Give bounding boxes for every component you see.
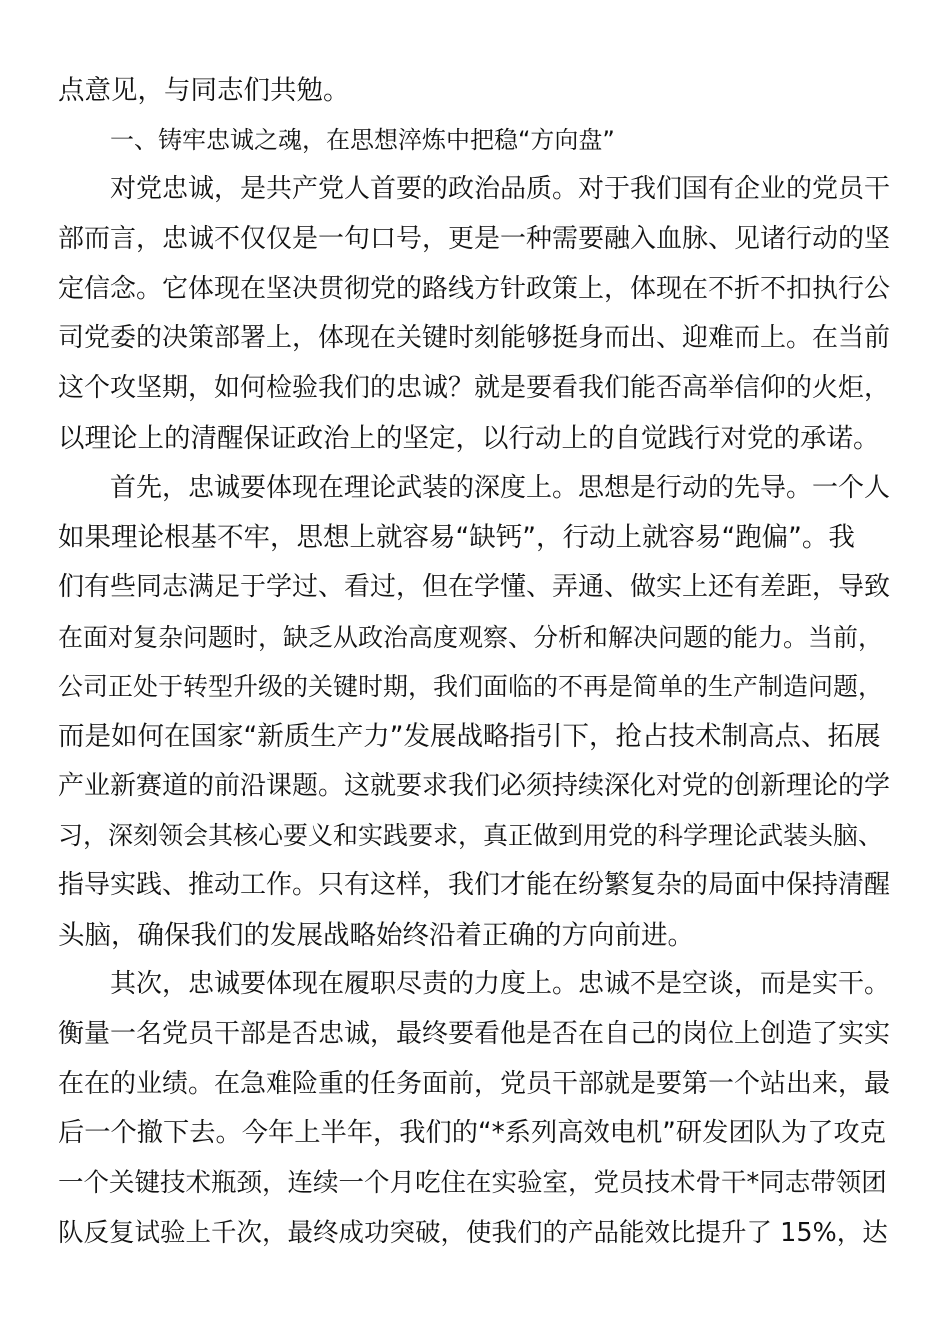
text-line: 习，深刻领会其核心要义和实践要求，真正做到用党的科学理论武装头脑、 [58, 821, 884, 851]
text-line: 指导实践、推动工作。只有这样，我们才能在纷繁复杂的局面中保持清醒 [58, 870, 891, 900]
text-line: 司党委的决策部署上，体现在关键时刻能够挺身而出、迎难而上。在当前 [58, 323, 891, 354]
text-line: 队反复试验上千次，最终成功突破，使我们的产品能效比提升了 15%，达 [58, 1217, 888, 1248]
text-line: 定信念。它体现在坚决贯彻党的路线方针政策上，体现在不折不扣执行公 [58, 273, 891, 304]
text-line: 如果理论根基不牢，思想上就容易“缺钙”，行动上就容易“跑偏”。我 [58, 522, 855, 554]
text-line: 在在的业绩。在急难险重的任务面前，党员干部就是要第一个站出来，最 [58, 1068, 891, 1099]
text-line: 部而言，忠诚不仅仅是一句口号，更是一种需要融入血脉、见诸行动的坚 [58, 224, 891, 255]
paragraph-first-line: 对党忠诚，是共产党人首要的政治品质。对于我们国有企业的党员干 [110, 174, 891, 205]
text-line: 后一个撤下去。今年上半年，我们的“*系列高效电机”研发团队为了攻克 [58, 1118, 886, 1149]
text-line: 点意见，与同志们共勉。 [58, 75, 350, 106]
text-line: 以理论上的清醒保证政治上的坚定，以行动上的自觉践行对党的承诺。 [58, 422, 880, 454]
section-heading: 一、铸牢忠诚之魂，在思想淬炼中把稳“方向盘” [110, 125, 615, 154]
text-line: 产业新赛道的前沿课题。这就要求我们必须持续深化对党的创新理论的学 [58, 770, 891, 801]
text-line: 公司正处于转型升级的关键时期，我们面临的不再是简单的生产制造问题， [58, 672, 884, 702]
text-line: 在面对复杂问题时，缺乏从政治高度观察、分析和解决问题的能力。当前， [58, 622, 884, 652]
text-line: 们有些同志满足于学过、看过，但在学懂、弄通、做实上还有差距，导致 [58, 571, 891, 602]
text-line: 而是如何在国家“新质生产力”发展战略指引下，抢占技术制高点、拓展 [58, 720, 881, 752]
text-line: 衡量一名党员干部是否忠诚，最终要看他是否在自己的岗位上创造了实实 [58, 1019, 891, 1050]
paragraph-first-line: 其次，忠诚要体现在履职尽责的力度上。忠诚不是空谈，而是实干。 [110, 969, 891, 1000]
text-line: 这个攻坚期，如何检验我们的忠诚？就是要看我们能否高举信仰的火炬， [58, 373, 891, 404]
paragraph-first-line: 首先，忠诚要体现在理论武装的深度上。思想是行动的先导。一个人 [110, 472, 891, 503]
text-line: 一个关键技术瓶颈，连续一个月吃住在实验室，党员技术骨干*同志带领团 [58, 1168, 887, 1199]
text-line: 头脑，确保我们的发展战略始终沿着正确的方向前进。 [58, 919, 694, 951]
document-page [58, 66, 890, 1259]
